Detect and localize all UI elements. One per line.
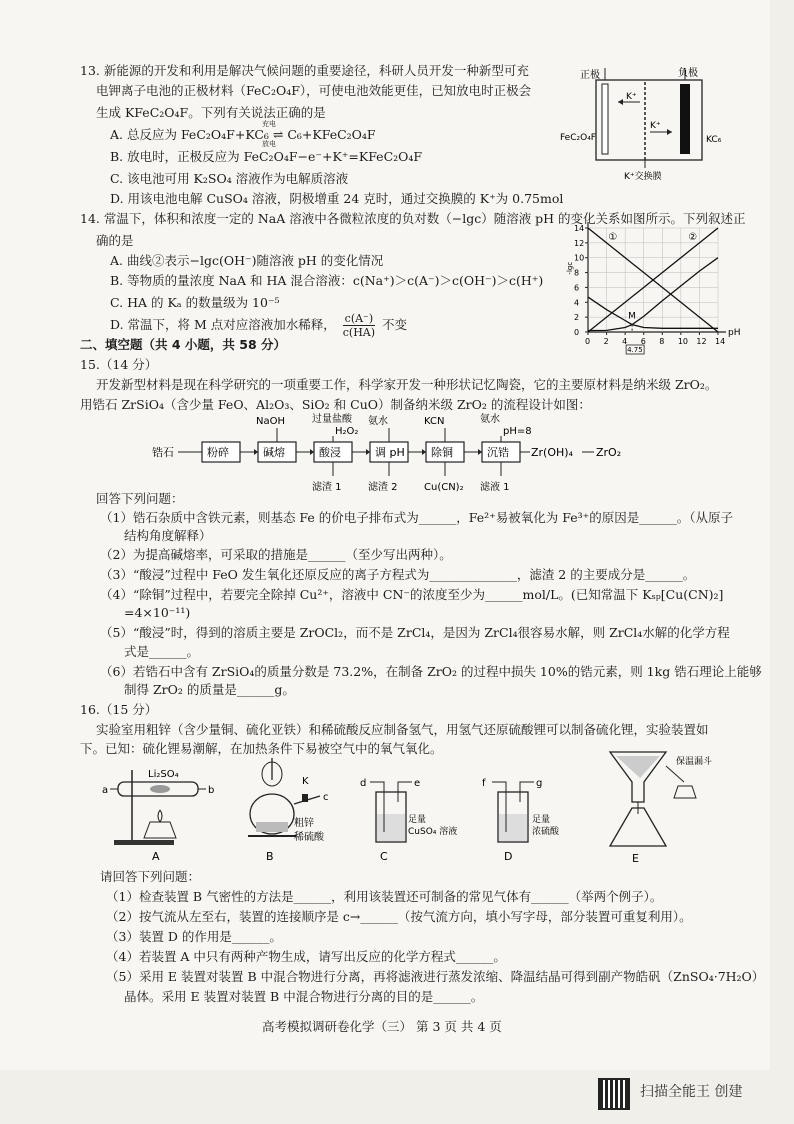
chart-series [588,228,718,332]
b-acid-label: 稀硫酸 [294,832,324,843]
k-ion-label-1: K⁺ [626,92,637,102]
q15-sub1-line1: （1）锆石杂质中含铁元素，则基态 Fe 的价电子排布式为______，Fe²⁺易被氧化为 Fe³⁺的原因是______。（从原子 [100,510,734,525]
flow-byproduct-label: 滤渣 2 [368,482,398,493]
q13-option-d: D. 用该电池电解 CuSO₄ 溶液，阴极增重 24 克时，通过交换膜的 K⁺为 0.75mol [110,191,564,206]
q16-sub4: （4）若装置 A 中只有两种产物生成，请写出反应的化学方程式______。 [106,949,506,964]
q15-number: 15.（14 分） [80,357,158,372]
positive-material: FeC₂O₄F [560,133,596,143]
q13-stem-line3: 生成 KFeC₂O₄F。下列有关说法正确的是 [96,105,326,120]
y-tick-label: 12 [574,238,585,248]
d-solution-label-2: 浓硫酸 [532,827,560,837]
d-port-f: f [482,778,486,789]
apparatus-a [102,769,214,863]
q15-sub4-line1: （4）“除铜”过程中，若要完全除掉 Cu²⁺，溶液中 CN⁻的浓度至少为______mol/L。(已知常温下 Kₛₚ[Cu(CN)₂] [100,587,724,602]
flow-byproduct-label: Cu(CN)₂ [424,482,464,493]
flow-byproduct-label: 滤液 1 [480,482,510,493]
x-tick-label: 10 [677,337,689,346]
q15-sub1-line2: 结构角度解释） [124,528,212,543]
negative-material: KC₆ [706,135,722,145]
d-port-g: g [536,778,543,789]
q15-sub5-line2: 式是______。 [124,644,200,659]
flow-reagent-label-2: H₂O₂ [335,426,359,437]
flow-arrowhead [310,449,314,455]
q14-option-b: B. 等物质的量浓度 NaA 和 HA 混合溶液：c(Na⁺)＞c(A⁻)＞c(OH⁻)＞c(H⁺) [110,273,544,288]
flow-byproduct-label: 滤渣 1 [312,482,342,493]
x-tick-label: 8 [659,337,665,346]
x-tick-label: 4 [622,337,628,346]
flow-start-label: 锆石 [152,446,174,459]
flow-step-label: 沉锆 [487,446,509,459]
q14-stem-line2: 确的是 [96,233,134,248]
q16-intro-2: 下。已知：硫化锂易潮解，在加热条件下易被空气中的氧气氧化。 [80,741,443,756]
battery-diagram [560,62,740,182]
point-m-label: M [628,311,636,322]
d-label: D [504,850,513,863]
alcohol-lamp [144,822,176,838]
y-tick-label: 6 [574,283,580,293]
x-tick-label: 14 [715,337,726,346]
section2-heading: 二、填空题（共 4 小题，共 58 分） [80,337,287,352]
q14-ratio-num: c(A⁻) [344,312,374,325]
curve-2-label: ② [688,231,698,243]
process-flowchart [150,412,630,502]
curve-1-label: ① [608,231,618,243]
q14-ratio-den: c(HA) [342,326,376,339]
d-solution-label-1: 足量 [532,815,551,825]
series-line-3 [588,297,718,328]
flow-reagent-label-2: pH=8 [503,426,532,437]
flow-step-label: 除铜 [431,446,453,459]
c-solution-label-1: 足量 [408,815,427,825]
flow-arrowhead [254,449,258,455]
q13-option-b: B. 放电时，正极反应为 FeC₂O₄F−e⁻+K⁺=KFeC₂O₄F [110,149,423,164]
flow-product-1: Zr(OH)₄ [531,446,573,459]
y-tick-label: 4 [574,298,580,308]
q14-option-c: C. HA 的 Kₐ 的数量级为 10⁻⁵ [110,295,280,310]
y-axis-label: -lgc [566,261,574,275]
filter-paper [616,756,660,778]
flow-reagent-label: KCN [424,416,445,427]
apparatus-b [248,758,329,863]
marker-x-label: 4.75 [627,346,643,354]
k-arrowhead-left [618,99,623,105]
c-solution-label-2: CuSO₄ 溶液 [408,827,458,837]
flow-arrowhead [366,449,370,455]
q13-option-c: C. 该电池可用 K₂SO₄ 溶液作为电解质溶液 [110,171,349,186]
q15-sub5-line1: （5）“酸浸”时，得到的溶质主要是 ZrOCl₂，而不是 ZrCl₄，是因为 ZrCl₄很容易水解，则 ZrCl₄水解的化学方程 [100,625,730,640]
q14-stem-line1: 14. 常温下，体积和浓度一定的 NaA 溶液中各微粒浓度的负对数（−lgc）随溶液 pH 的变化关系如图所示。下列叙述正 [80,211,746,226]
positive-label: 正极 [580,70,600,81]
q15-sub3: （3）“酸浸”过程中 FeO 发生氧化还原反应的离子方程式为______________，滤渣 2 的主要成分是______。 [100,567,696,582]
q16-sub3: （3）装置 D 的作用是______。 [106,929,282,944]
x-tick-label: 6 [640,337,646,346]
negative-electrode [680,84,690,154]
qr-code-icon [598,1078,630,1110]
q14-option-d-text: D. 常温下，将 M 点对应溶液加水稀释， [110,317,336,332]
page-footer: 高考模拟调研卷化学（三） 第 3 页 共 4 页 [262,1019,502,1034]
q14-option-a: A. 曲线②表示−lgc(OH⁻)随溶液 pH 的变化情况 [110,253,384,268]
flow-reagent-label: 氨水 [368,416,388,427]
apparatus-d [482,778,560,863]
x-tick-label: 12 [696,337,707,346]
q15-sub6-line1: （6）若锆石中含有 ZrSiO₄的质量分数是 73.2%，在制备 ZrO₂ 的过程中损失 10%的锆元素，则 1kg 锆石理论上能够 [100,664,762,679]
q16-sub2: （2）按气流从左至右，装置的连接顺序是 c→______（按气流方向，填小写字母，部分装置可重复利用）。 [106,909,692,924]
side-arm [666,766,684,782]
k-arrowhead-right [667,129,672,135]
q15-sub6-line2: 制得 ZrO₂ 的质量是______g。 [124,682,295,697]
q14-option-d-end: 不变 [382,317,408,332]
flow-reagent-label: 过量盐酸 [312,414,352,425]
pH-chart [566,220,746,352]
y-tick-label: 0 [574,328,580,337]
positive-electrode [602,84,608,154]
flow-reagent-label: NaOH [256,416,285,427]
d-solution [499,814,527,841]
flow-arrowhead [422,449,426,455]
scanner-watermark: 扫描全能王 创建 [640,1084,743,1100]
k-ion-label-2: K⁺ [650,121,661,131]
a-port-a: a [102,785,109,796]
a-reagent-label: Li₂SO₄ [148,769,179,780]
flow-reagent-label: 氨水 [480,414,500,425]
apparatus-c [360,778,457,863]
y-tick-label: 8 [574,268,580,278]
q16-sub5-line2: 晶体。采用 E 装置对装置 B 中混合物进行分离的目的是______。 [124,989,484,1004]
q13-stem-line1: 13. 新能源的开发和利用是解决气候问题的重要途径，科研人员开发一种新型可充 [80,63,529,78]
q16-sub1: （1）检查装置 B 气密性的方法是______，利用该装置还可制备的常见气体有______（举两个例子）。 [106,889,663,904]
q16-answer-header: 请回答下列问题： [100,869,201,884]
e-lamp [674,786,696,798]
b-valve-label: K [302,776,309,787]
q15-answer-header: 回答下列问题： [96,491,184,506]
c-port-e: e [414,778,421,789]
negative-label: 负极 [678,68,698,79]
flow-step-label: 酸浸 [319,446,341,459]
flow-step-label: 调 pH [375,446,405,459]
q16-intro-1: 实验室用粗锌（含少量铜、硫化亚铁）和稀硫酸反应制备氢气，用氢气还原硫酸锂可以制备硫化锂，实验装置如 [96,722,709,737]
y-tick-label: 10 [574,253,585,263]
x-tick-label: 0 [585,337,591,346]
q13-option-a [110,126,376,143]
q13-option-a-text: A. 总反应为 FeC₂O₄F+KC₆ ⇌ C₆+KFeC₂O₄F [110,127,376,142]
b-solid-label: 粗锌 [294,818,314,829]
q13-arrow-discharge: 放电 [262,140,276,148]
q13-arrow-charge: 充电 [262,120,276,128]
q16-sub5-line1: （5）采用 E 装置对装置 B 中混合物进行分离，再将滤液进行蒸发浓缩、降温结晶可得到副产物皓矾（ZnSO₄·7H₂O） [106,969,765,984]
q16-number: 16.（15 分） [80,702,158,717]
zinc-granules [256,822,288,832]
li2so4-sample [150,785,170,793]
c-solution [377,814,405,841]
y-tick-label: 14 [574,224,585,233]
flame [158,810,162,822]
q14-ratio [343,312,375,339]
a-label: A [152,850,160,863]
c-label: C [380,850,388,863]
flow-arrowhead [478,449,482,455]
q15-intro-2: 用锆石 ZrSiO₄（含少量 FeO、Al₂O₃、SiO₂ 和 CuO）制备纳米级 ZrO₂ 的流程设计如图： [80,397,591,412]
valve-k [302,794,308,802]
flow-step-label: 碱熔 [263,446,285,459]
x-tick-label: 2 [603,337,609,346]
q15-sub4-line2: =4×10⁻¹¹) [124,605,191,620]
y-tick-label: 2 [574,313,580,323]
flow-step-label: 粉碎 [207,446,229,459]
membrane-label: K⁺交换膜 [624,172,662,182]
chart-labels [566,224,740,354]
q15-sub2: （2）为提高碱熔率，可采取的措施是______（至少写出两种）。 [100,547,452,562]
apparatus-e [610,752,712,865]
q13-stem-line2: 电钾离子电池的正极材料（FeC₂O₄F），可使电池效能更佳，已知放电时正极会 [96,83,532,98]
apparatus-figure [80,752,713,867]
e-funnel-label: 保温漏斗 [676,757,713,767]
c-port-d: d [360,778,367,789]
q15-intro-1: 开发新型材料是现在科学研究的一项重要工作，科学家开发一种形状记忆陶瓷，它的主要原材料是纳米级 ZrO₂。 [96,377,718,392]
b-port-c: c [323,792,329,803]
flow-product-2: ZrO₂ [596,446,622,459]
a-port-b: b [208,785,215,796]
b-label: B [266,850,274,863]
e-label: E [632,852,639,865]
q14-option-d [110,312,407,339]
series-line-4 [588,258,718,331]
x-axis-label: pH [728,328,741,338]
stand-base [114,840,174,845]
